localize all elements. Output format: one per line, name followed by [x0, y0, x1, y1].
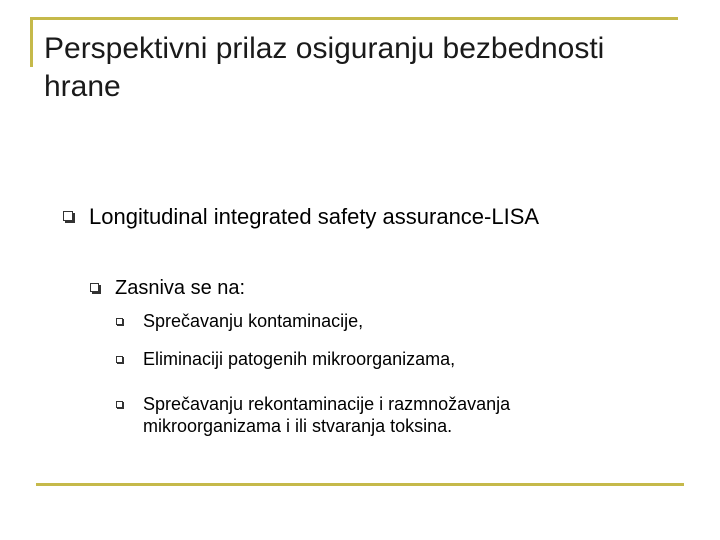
bullet-level3-text: Sprečavanju rekontaminacije i razmnožavanja mikroorganizama i ili stvaranja toksina. — [143, 394, 511, 436]
square-bullet-icon — [116, 318, 123, 325]
top-accent-rule — [30, 17, 678, 20]
bullet-level2-text: Zasniva se na: — [115, 277, 246, 299]
slide-title: Perspektivni prilaz osiguranju bezbednosti hrane — [44, 32, 605, 103]
square-bullet-icon — [116, 356, 123, 363]
left-accent-rule — [30, 17, 33, 67]
square-bullet-icon — [63, 211, 73, 221]
bullet-level3-text: Eliminaciji patogenih mikroorganizama, — [143, 349, 456, 369]
bottom-accent-rule — [36, 483, 684, 486]
square-bullet-icon — [116, 401, 123, 408]
bullet-level3-text: Sprečavanju kontaminacije, — [143, 311, 364, 331]
square-bullet-icon — [90, 283, 99, 292]
bullet-level1-text: Longitudinal integrated safety assurance-LISA — [89, 204, 540, 229]
